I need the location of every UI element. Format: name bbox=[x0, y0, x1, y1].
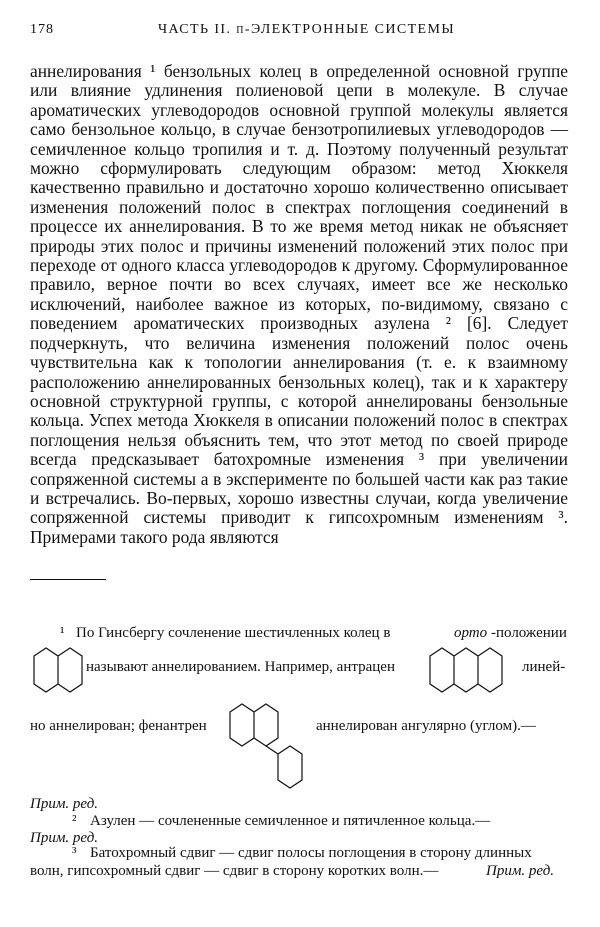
footnote-3-editor-note: Прим. ред. bbox=[486, 863, 555, 879]
footnote-separator bbox=[30, 579, 106, 580]
main-text bbox=[30, 62, 568, 547]
footnote-2-marker: ² bbox=[72, 813, 77, 829]
running-head: ЧАСТЬ II. π-ЭЛЕКТРОННЫЕ СИСТЕМЫ bbox=[158, 22, 455, 37]
phenanthrene-diagram bbox=[224, 694, 306, 794]
footnote-2-text: Азулен — сочлененные семичленное и пятичленное кольца.— bbox=[90, 813, 491, 829]
footnote-1-text-e: но аннелирован; фенантрен bbox=[30, 718, 207, 734]
footnote-1-text-a: По Гинсбергу сочленение шестичленных колец в bbox=[76, 625, 391, 641]
anthracene-diagram bbox=[426, 642, 510, 700]
footnote-3-marker: ³ bbox=[72, 845, 77, 861]
footnote-1-ortho: орто bbox=[454, 625, 488, 641]
footnote-3-text-a: Батохромный сдвиг — сдвиг полосы поглощения в сторону длинных bbox=[90, 845, 532, 861]
footnote-1-text-b: -положении bbox=[491, 625, 567, 641]
footnote-1-text-f: аннелирован ангулярно (углом).— bbox=[316, 718, 536, 734]
footnote-3-text-b: волн, гипсохромный сдвиг — сдвиг в сторону коротких волн.— bbox=[30, 863, 439, 879]
page-header bbox=[30, 22, 568, 44]
footnote-1-text-d: линей- bbox=[522, 659, 566, 675]
anthracene-icon bbox=[426, 642, 510, 700]
fused-benzene-rings-diagram bbox=[30, 642, 86, 700]
phenanthrene-icon bbox=[224, 694, 306, 794]
fused-rings-icon bbox=[30, 642, 86, 700]
main-paragraph: аннелирования ¹ бензольных колец в определенной основной группе или влияние удлинения полиеновой цепи в молекуле. В случае ароматических углеводородов основной группой молекулы является само бензольное кольцо, в случае бензотропилиевых углеводородов — семичленное кольцо тропилия и т. д. Поэтому полученный результат можно сформулировать следующим образом: метод Хюккеля качественно правильно и достаточно хорошо количественно описывает изменения положений полос в спектрах поглощения соединений в процессе их аннелирования. В то же время метод никак не объясняет природы этих полос и причины изменений положений этих полос при переходе от одного класса углеводородов к другому. Сформулированное правило, верное почти во всех случаях, имеет все же несколько исключений, наиболее важное из которых, по-видимому, связано с поведением ароматических производных азулена ² [6]. Следует подчеркнуть, что величина изменения положений полос очень чувствительна как к топологии аннелирования (т. е. к взаимному расположению аннелированных бензольных колец), так и к характеру основной структурной группы, с которой аннелированы бензольные кольца. Успех метода Хюккеля в описании положений полос в спектрах поглощения нельзя объяснить тем, что этот метод по своей природе всегда предсказывает батохромные изменения ³ при увеличении сопряженной системы а в эксперименте по большей части как раз такие и встречались. Во-первых, хорошо известны случаи, когда увеличение сопряженной системы приводит к гипсохромным изменениям ³. Примерами такого рода являются bbox=[30, 61, 568, 547]
footnote-1-text-c: называют аннелированием. Например, антрацен bbox=[86, 659, 395, 675]
footnote-2-editor-note: Прим. ред. bbox=[30, 830, 99, 846]
page-number: 178 bbox=[30, 22, 54, 37]
footnote-1-marker: ¹ bbox=[60, 625, 65, 641]
footnote-1-editor-note: Прим. ред. bbox=[30, 796, 99, 812]
